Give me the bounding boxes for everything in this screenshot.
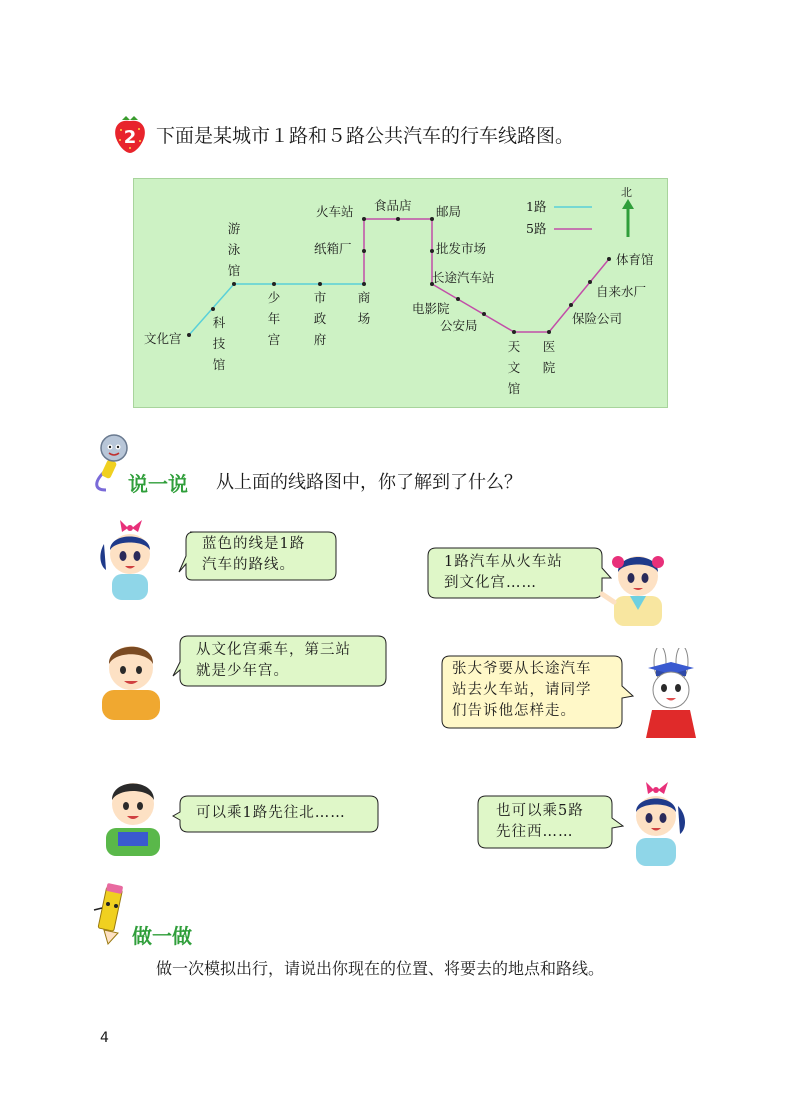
talk-heading: 说一说 [128,472,188,496]
north-label: 北 [621,186,632,199]
do-heading: 做一做 [132,924,192,948]
stop-huochezhan: 火车站 [316,204,354,219]
pencil-mascot-icon [88,880,132,946]
stop-youyongguan: 游 泳 馆 [227,221,241,278]
speech-bubble-2 [426,544,612,602]
girl-avatar-3 [624,776,692,868]
page-number: 4 [100,1030,109,1046]
stop-yiyuan: 医 院 [542,339,556,375]
legend-route1-label: 1路 [526,199,547,214]
bubble-2-line-1: 1路汽车从火车站 [444,554,563,570]
bubble-2-line-2: 到文化宫…… [444,575,537,591]
talk-prompt: 从上面的线路图中，你了解到了什么？ [216,472,522,493]
bubble-4-line-2: 站去火车站，请同学 [452,682,592,698]
boy-avatar-1 [96,628,166,720]
bubble-5-line-1: 可以乘1路先往北…… [196,805,346,821]
stop-zilaishuichang: 自来水厂 [596,284,647,299]
strawberry-icon [112,114,148,154]
stop-wenhuagong: 文化宫 [144,331,182,346]
bubble-1-line-2: 汽车的路线。 [202,557,295,573]
stop-zhixiangchang: 纸箱厂 [314,241,352,256]
problem-title: 下面是某城市１路和５路公共汽车的行车线路图。 [156,125,575,147]
stop-shipindian: 食品店 [374,198,412,213]
do-instruction: 做一次模拟出行，请说出你现在的位置、将要去的地点和路线。 [156,959,605,978]
bubble-3-line-2: 就是少年宫。 [196,663,289,679]
rabbit-avatar [636,648,706,740]
bubble-6-line-1: 也可以乘5路 [496,803,584,819]
bubble-1-line-1: 蓝色的线是1路 [202,536,306,552]
bubble-6-line-2: 先往西…… [496,824,574,840]
stop-kejiguan: 科 技 馆 [212,315,226,372]
stop-pifashichang: 批发市场 [436,241,487,256]
speech-bubble-1 [178,528,338,582]
girl-avatar-1 [98,514,162,602]
stop-dots [187,217,611,337]
boy-avatar-2 [100,766,166,856]
stop-tiyuguan: 体育馆 [616,252,654,267]
bubble-3-line-1: 从文化宫乘车，第三站 [196,642,351,658]
stop-shangchang: 商 场 [357,290,371,326]
stop-tianwenguan: 天 文 馆 [507,339,521,396]
legend-route5-label: 5路 [526,221,547,236]
girl-avatar-2 [600,532,676,628]
speech-bubble-3 [172,632,388,690]
bubble-4-line-1: 张大爷要从长途汽车 [452,661,592,677]
stop-gonganju: 公安局 [440,318,478,333]
stop-baoxiangongsi: 保险公司 [572,311,623,326]
north-arrow-icon [622,199,634,237]
speech-bubble-6 [474,792,624,852]
stop-changtuqichezhan: 长途汽车站 [432,270,495,285]
bubble-4-line-3: 们告诉他怎样走。 [452,703,576,719]
stop-youju: 邮局 [436,204,462,219]
speech-bubble-4 [440,652,634,732]
microphone-mascot-icon [90,432,130,494]
speech-bubble-5 [172,792,380,836]
problem-number: 2 [123,127,137,148]
stop-dianyingyuan: 电影院 [412,301,450,316]
stop-shizhengfu: 市 政 府 [313,290,327,347]
route-map [133,178,668,408]
problem-number-badge [112,114,148,154]
stop-shaoniangong: 少 年 宫 [267,290,281,347]
